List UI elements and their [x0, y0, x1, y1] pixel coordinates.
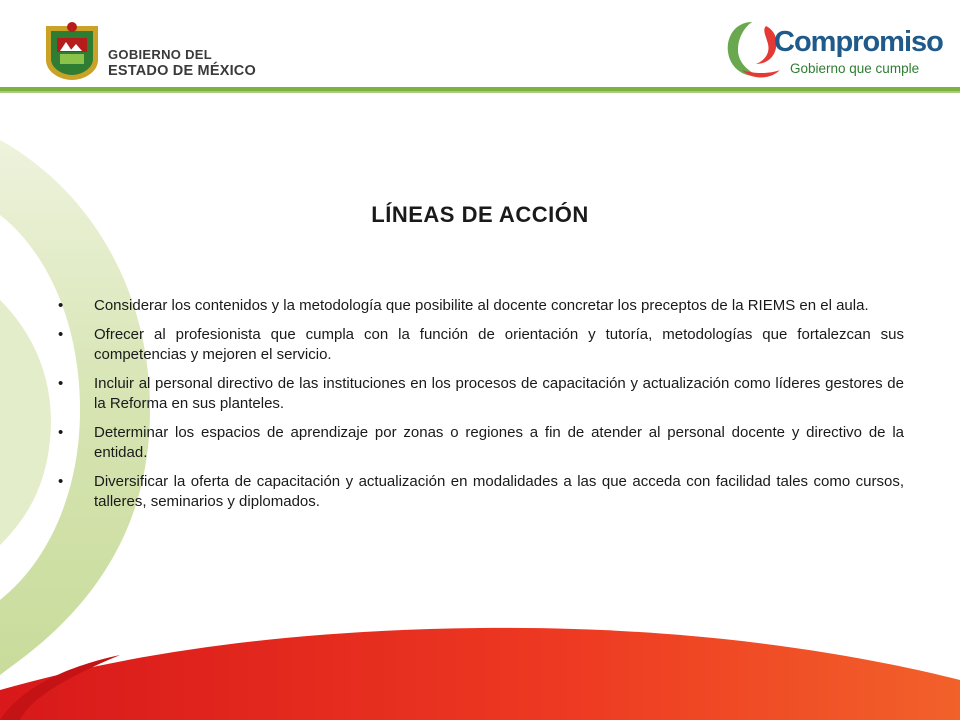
page-title: LÍNEAS DE ACCIÓN: [371, 202, 589, 227]
bullet-icon: •: [58, 326, 64, 343]
gov-logo-line1: GOBIERNO DEL: [108, 47, 212, 62]
list-item-text: Diversificar la oferta de capacitación y actualización en modalidades a las que acceda con facilidad tales como cursos, talleres, seminarios y diplomados.: [94, 473, 904, 510]
list-item-text: Determinar los espacios de aprendizaje por zonas o regiones a fin de atender al personal docente y directivo de la entidad.: [94, 424, 904, 461]
green-swirl-inner: [0, 300, 51, 545]
footer-red-band: [0, 628, 960, 720]
list-item: [58, 325, 904, 365]
gov-logo-line2: ESTADO DE MÉXICO: [108, 63, 256, 79]
bullet-icon: •: [58, 473, 64, 490]
list-item: [58, 423, 904, 463]
list-item: [58, 472, 904, 512]
gov-logo-text: [108, 48, 256, 79]
list-item-text: Considerar los contenidos y la metodología que posibilite al docente concretar los preceptos de la RIEMS en el aula.: [94, 297, 869, 314]
list-item: [58, 374, 904, 414]
bullet-icon: •: [58, 375, 64, 392]
header: [0, 0, 960, 95]
list-item-text: Incluir al personal directivo de las instituciones en los procesos de capacitación y actualización como líderes gestores de la Reforma en sus planteles.: [94, 375, 904, 412]
action-lines-list: [58, 296, 904, 521]
compromiso-subtitle: Gobierno que cumple: [790, 61, 920, 76]
list-item: [58, 296, 904, 316]
compromiso-title: Compromiso: [774, 26, 943, 58]
bullet-icon: •: [58, 424, 64, 441]
bullet-icon: •: [58, 297, 64, 314]
list-item-text: Ofrecer al profesionista que cumpla con la función de orientación y tutoría, metodologías que fortalezcan sus competencias y mejoren el servicio.: [94, 326, 904, 363]
